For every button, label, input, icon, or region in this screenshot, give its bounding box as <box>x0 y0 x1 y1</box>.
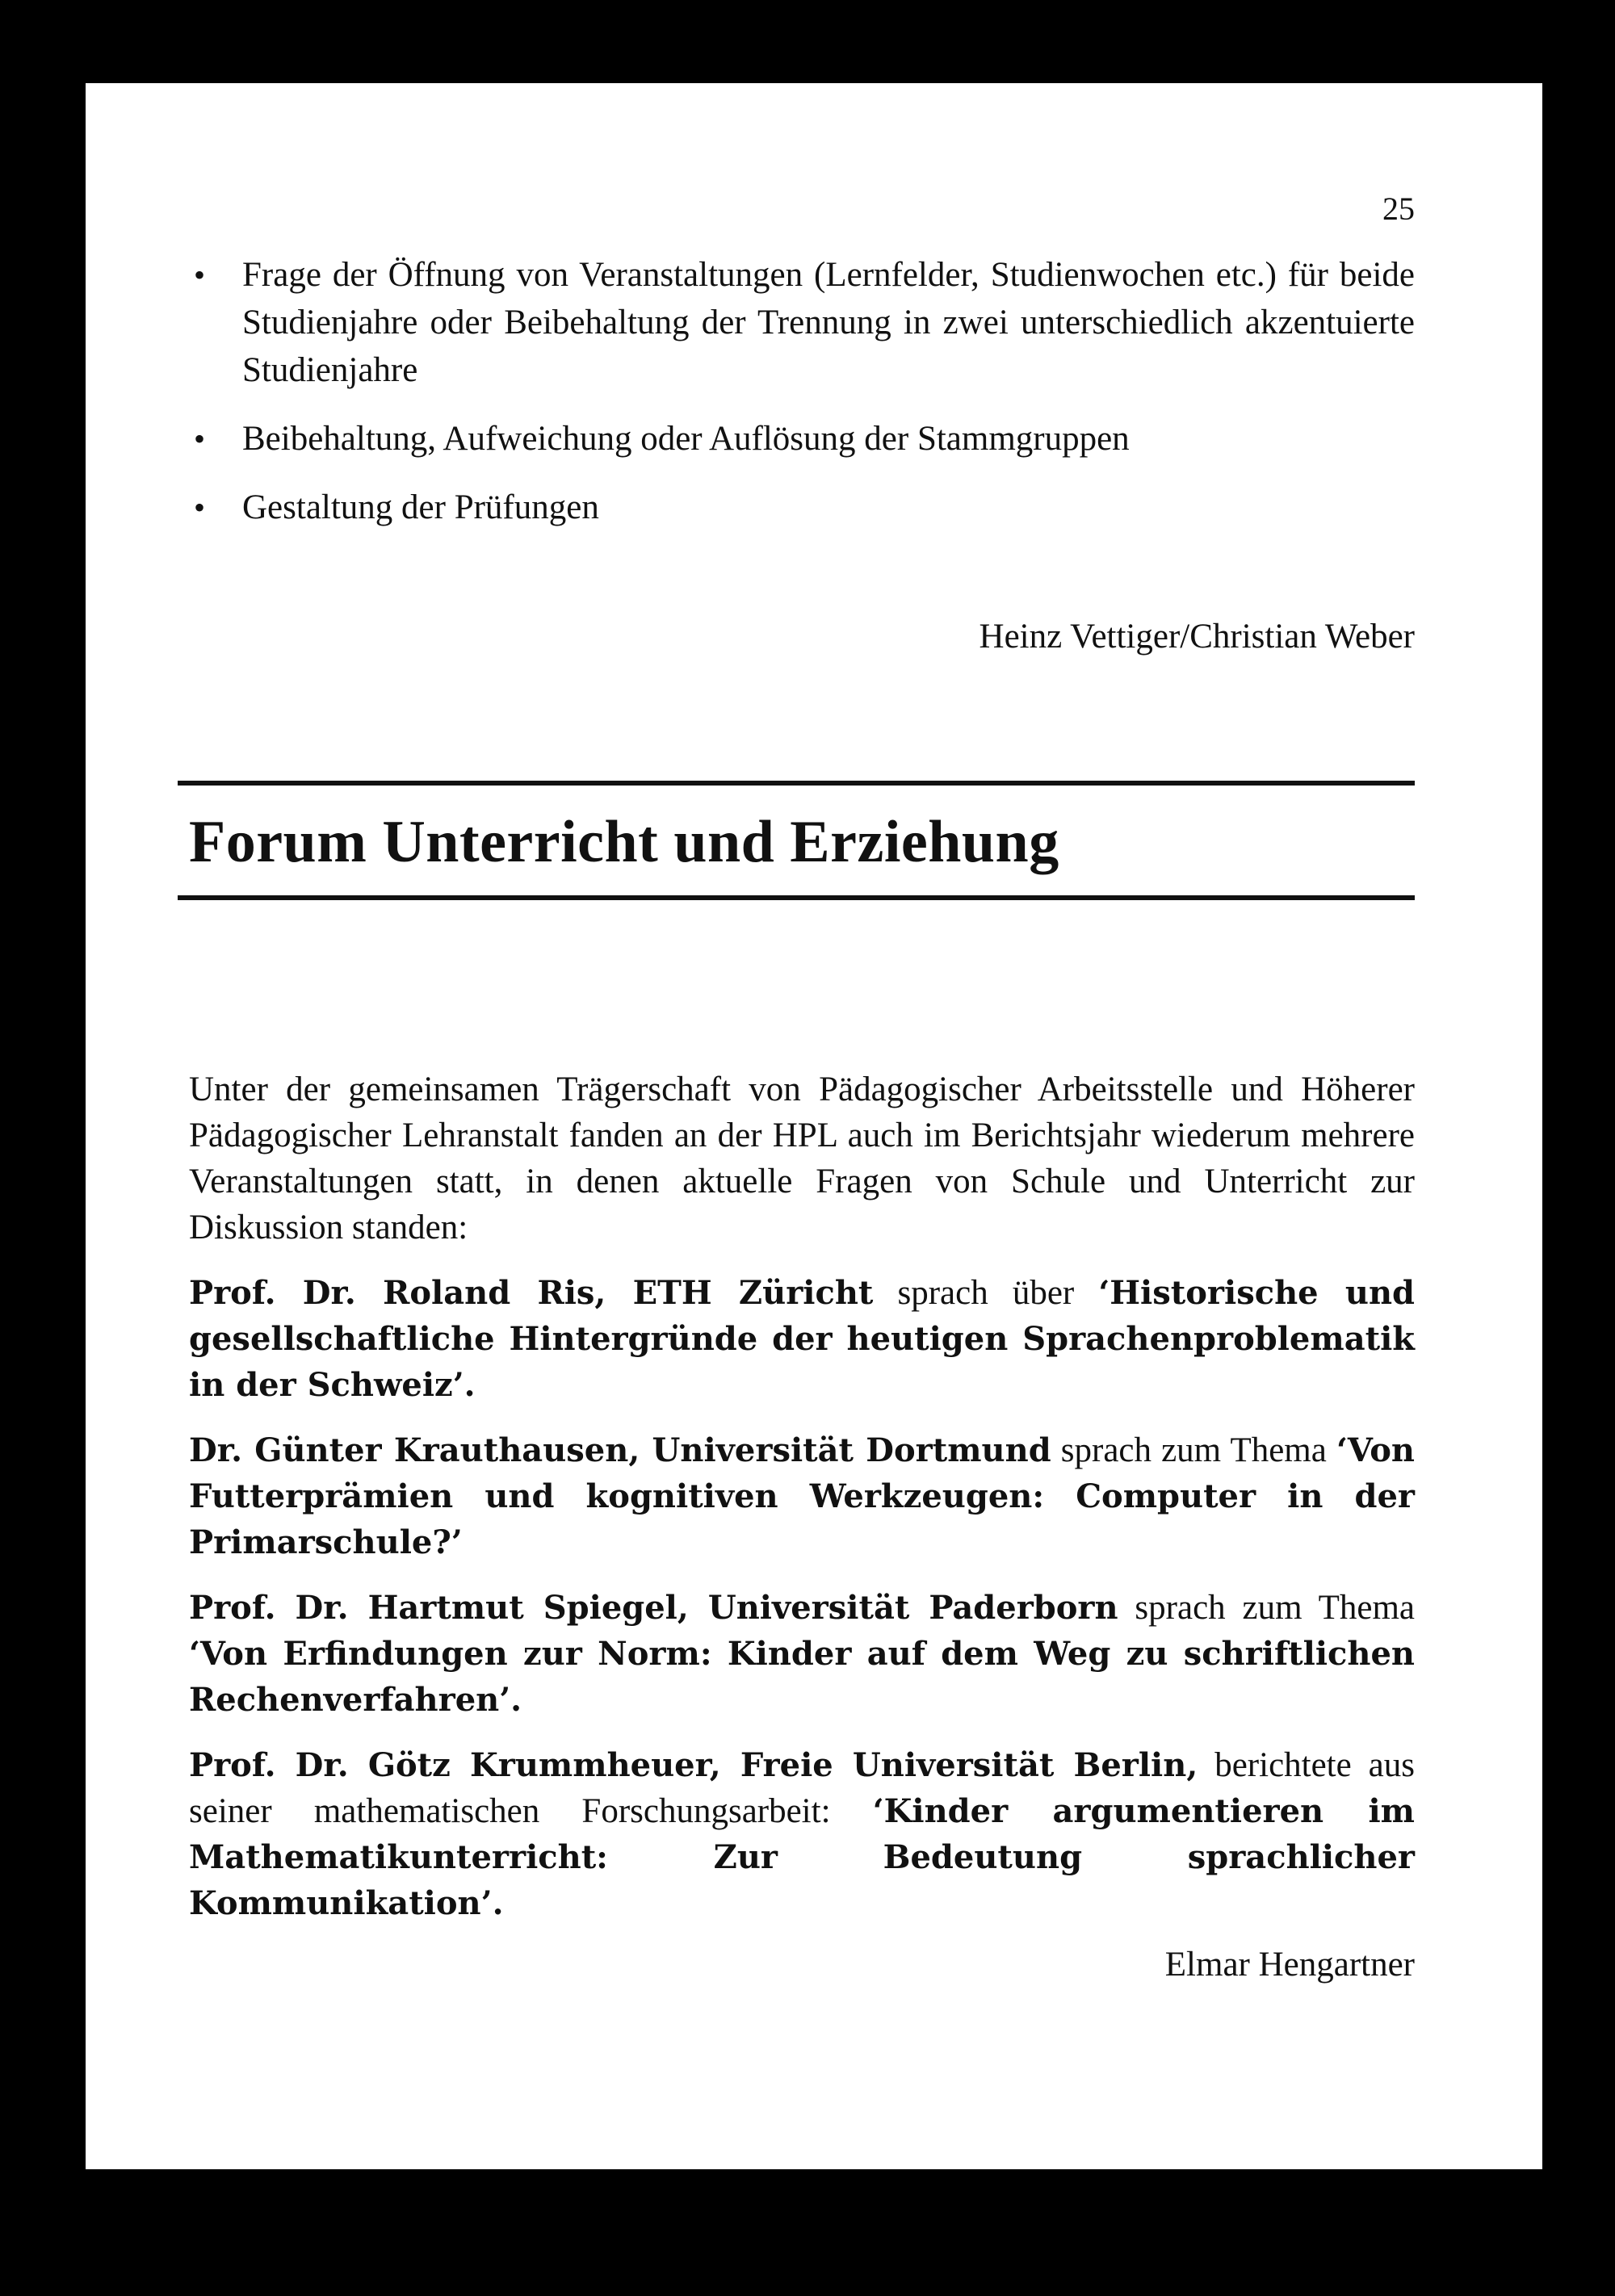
talk-title: ‘Von Futterprämien und kognitiven Werkzeugen: Computer in der Primarschule?’ <box>189 1431 1415 1561</box>
bullet-text: Beibehaltung, Aufweichung oder Auflösung der Stammgruppen <box>242 420 1130 458</box>
section-title: Forum Unterricht und Erziehung <box>189 809 1059 875</box>
talk-title: ‘Kinder argumentieren im Mathematikunterricht: Zur Bedeutung sprachlicher Kommunikation’. <box>189 1792 1415 1922</box>
bullet-dot-icon: • <box>194 421 206 457</box>
bullet-text: Gestaltung der Prüfungen <box>242 488 599 526</box>
section-rule-top <box>178 781 1415 786</box>
document-page <box>86 83 1542 2169</box>
talk-paragraph <box>189 1585 1415 1723</box>
talk-verb: sprach über <box>873 1274 1099 1312</box>
talk-verb: berichtete aus seiner mathematischen Forschungsarbeit: <box>189 1746 1415 1830</box>
talk-verb: sprach zum Thema <box>1051 1431 1336 1469</box>
bullet-item <box>189 415 1415 463</box>
talk-speaker: Prof. Dr. Roland Ris, ETH Züricht <box>189 1274 874 1312</box>
talk-title: ‘Von Erfindungen zur Norm: Kinder auf dem Weg zu schriftlichen Rechenverfahren’. <box>189 1635 1415 1719</box>
talk-speaker: Prof. Dr. Hartmut Spiegel, Universität Paderborn <box>189 1589 1118 1627</box>
talk-speaker: Dr. Günter Krauthausen, Universität Dortmund <box>189 1431 1051 1469</box>
talk-paragraph <box>189 1742 1415 1926</box>
intro-paragraph: Unter der gemeinsamen Trägerschaft von Pädagogischer Arbeitsstelle und Höherer Pädagogischer Lehranstalt fanden an der HPL auch im Berichtsjahr wiederum mehrere Veranstaltungen statt, in denen aktuelle Fragen von Schule und Unterricht zur Diskussion standen: <box>189 1070 1415 1246</box>
bullet-item <box>189 484 1415 531</box>
talk-paragraph <box>189 1270 1415 1408</box>
talk-speaker: Prof. Dr. Götz Krummheuer, Freie Universität Berlin, <box>189 1746 1198 1784</box>
bullet-dot-icon: • <box>194 489 206 526</box>
section-body <box>189 1066 1415 1988</box>
bullet-item <box>189 251 1415 394</box>
bullet-list <box>189 251 1415 552</box>
talk-verb: sprach zum Thema <box>1118 1589 1415 1627</box>
bullet-text: Frage der Öffnung von Veranstaltungen (Lernfelder, Studienwochen etc.) für beide Studienjahre oder Beibehaltung der Trennung in zwei unterschiedlich akzentuierte Studienjahre <box>242 256 1415 389</box>
page-number: 25 <box>1382 191 1415 227</box>
talk-title: ‘Historische und gesellschaftliche Hintergründe der heutigen Sprachenproblematik in der Schweiz’. <box>189 1274 1415 1404</box>
talk-paragraph <box>189 1427 1415 1565</box>
section-rule-bottom <box>178 895 1415 900</box>
bullet-dot-icon: • <box>194 257 206 293</box>
author-signature: Heinz Vettiger/Christian Weber <box>979 618 1415 656</box>
author-signature: Elmar Hengartner <box>1164 1946 1415 1984</box>
